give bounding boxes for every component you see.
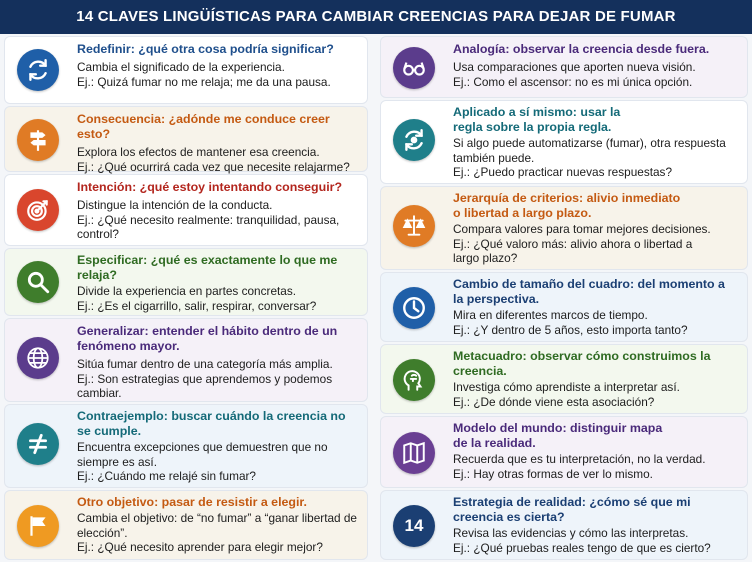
item-example: Ej.: Hay otras formas de ver lo mismo.	[453, 466, 653, 481]
list-item	[380, 272, 748, 342]
item-title: Modelo del mundo: distinguir mapa de la realidad.	[453, 421, 663, 450]
list-item	[4, 490, 368, 560]
item-title: Redefinir: ¿qué otra cosa podría significar?	[77, 42, 334, 56]
item-description: Distingue la intención de la conducta.	[77, 198, 273, 212]
item-title: Contraejemplo: buscar cuándo la creencia no se cumple.	[77, 409, 346, 438]
item-description: Revisa las evidencias y cómo las interpretas.	[453, 526, 689, 540]
item-example: Ej.: ¿Cuándo me relajé sin fumar?	[77, 469, 256, 483]
item-title: Especificar: ¿qué es exactamente lo que me relaja?	[77, 253, 338, 282]
list-item	[4, 404, 368, 488]
item-description: Encuentra excepciones que demuestren que no siempre es así.	[77, 440, 328, 469]
item-description: Usa comparaciones que aporten nueva visión.	[453, 60, 696, 74]
list-item	[380, 490, 748, 560]
list-item	[380, 100, 748, 184]
item-example: Ej.: Son estrategias que aprendemos y podemos cambiar.	[77, 371, 333, 400]
refresh-icon	[17, 49, 59, 91]
list-item	[380, 186, 748, 270]
item-description: Compara valores para tomar mejores decisiones.	[453, 222, 711, 236]
item-example: Ej.: Quizá fumar no me relaja; me da una pausa.	[77, 74, 331, 89]
badge-14-icon	[393, 505, 435, 547]
item-example: Ej.: Como el ascensor: no es mi única opción.	[453, 74, 693, 89]
globe-icon	[17, 337, 59, 379]
item-example: Ej.: ¿Qué necesito realmente: tranquilidad, pausa, control?	[77, 212, 340, 241]
item-title: Estrategia de realidad: ¿cómo sé que mi creencia es cierta?	[453, 495, 691, 524]
scales-icon	[393, 205, 435, 247]
item-example: Ej.: ¿Qué ocurrirá cada vez que necesite relajarme?	[77, 159, 350, 174]
item-title: Cambio de tamaño del cuadro: del momento a la perspectiva.	[453, 277, 725, 306]
item-description: Divide la experiencia en partes concretas.	[77, 284, 297, 298]
badge-number: 14	[404, 516, 424, 535]
page-title: 14 CLAVES LINGÜÍSTICAS PARA CAMBIAR CREENCIAS PARA DEJAR DE FUMAR	[0, 0, 752, 34]
item-description: Cambia el objetivo: de “no fumar” a “ganar libertad de elección”.	[77, 511, 357, 540]
item-example: Ej.: ¿De dónde viene esta asociación?	[453, 394, 655, 409]
item-description: Explora los efectos de mantener esa creencia.	[77, 145, 320, 159]
item-title: Jerarquía de criterios: alivio inmediato o libertad a largo plazo.	[453, 191, 681, 220]
list-item	[380, 36, 748, 98]
item-title: Aplicado a sí mismo: usar la regla sobre la propia regla.	[453, 105, 621, 134]
item-title: Intención: ¿qué estoy intentando conseguir?	[77, 180, 343, 194]
magnifier-icon	[17, 261, 59, 303]
item-example: Ej.: ¿Qué valoro más: alivio ahora o libertad a largo plazo?	[453, 236, 693, 265]
item-title: Generalizar: entender el hábito dentro de un fenómeno mayor.	[77, 324, 338, 353]
head-icon	[393, 359, 435, 401]
list-item	[4, 36, 368, 104]
list-item	[4, 248, 368, 316]
list-item	[4, 106, 368, 172]
map-icon	[393, 432, 435, 474]
item-example: Ej.: ¿Qué necesito aprender para elegir mejor?	[77, 540, 323, 554]
cycle-icon	[393, 119, 435, 161]
item-example: Ej.: ¿Qué pruebas reales tengo de que es cierto?	[453, 540, 711, 555]
list-item	[380, 416, 748, 488]
signpost-icon	[17, 119, 59, 161]
item-description: Investiga cómo aprendiste a interpretar así.	[453, 380, 680, 394]
item-title: Analogía: observar la creencia desde fuera.	[453, 42, 710, 56]
item-title: Consecuencia: ¿adónde me conduce creer esto?	[77, 112, 330, 141]
item-description: Sitúa fumar dentro de una categoría más amplia.	[77, 357, 333, 371]
item-description: Recuerda que es tu interpretación, no la verdad.	[453, 452, 706, 466]
list-item	[4, 174, 368, 246]
target-icon	[17, 189, 59, 231]
glasses-icon	[393, 47, 435, 89]
flag-icon	[17, 505, 59, 547]
item-description: Si algo puede automatizarse (fumar), otra respuesta también puede.	[453, 136, 726, 165]
list-item	[380, 344, 748, 414]
item-example: Ej.: ¿Y dentro de 5 años, esto importa tanto?	[453, 322, 688, 337]
not-equal-icon	[17, 423, 59, 465]
item-description: Cambia el significado de la experiencia.	[77, 60, 285, 74]
item-title: Metacuadro: observar cómo construimos la creencia.	[453, 349, 711, 378]
list-item	[4, 318, 368, 402]
clock-icon	[393, 287, 435, 329]
item-example: Ej.: ¿Es el cigarrillo, salir, respirar, conversar?	[77, 298, 317, 313]
item-title: Otro objetivo: pasar de resistir a elegir.	[77, 495, 307, 509]
item-description: Mira en diferentes marcos de tiempo.	[453, 308, 648, 322]
item-example: Ej.: ¿Puedo practicar nuevas respuestas?	[453, 165, 673, 179]
